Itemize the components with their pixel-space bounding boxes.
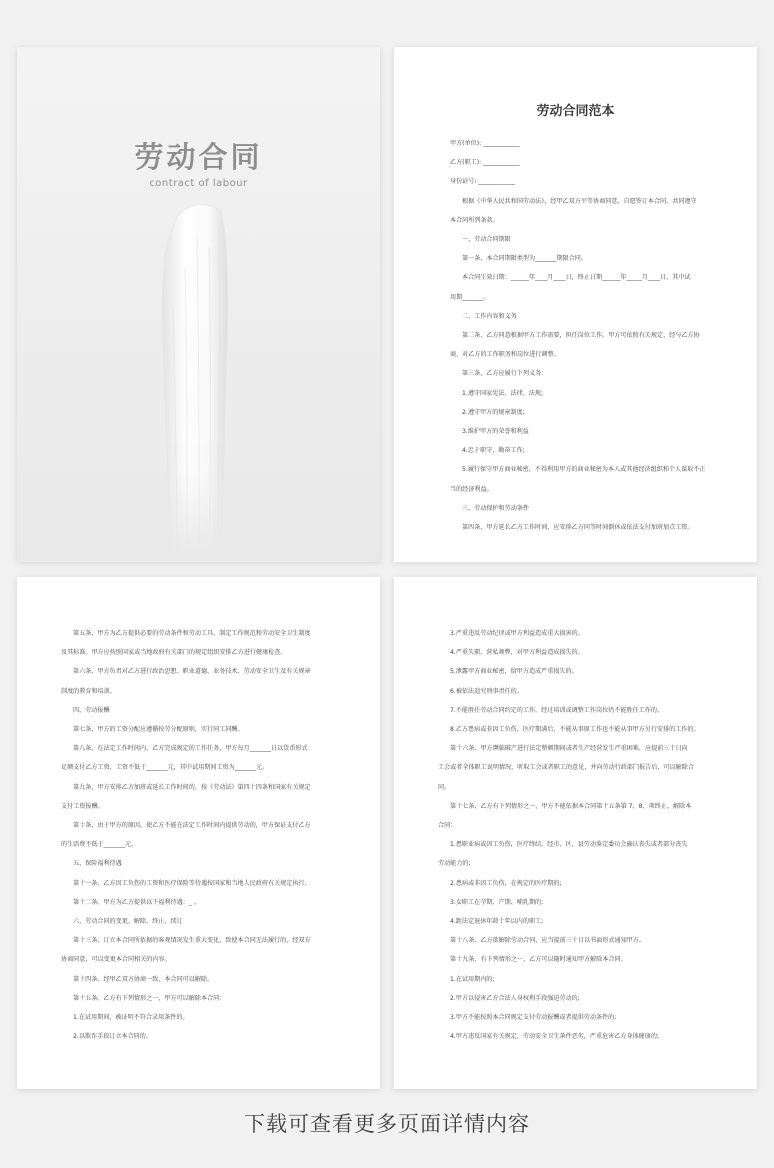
text-line: 第十二条、甲方为乙方提供以下福利待遇：_ 。 [73,898,200,906]
text-line: 三、劳动保护和劳动条件 [462,504,530,512]
text-line: 本合同所列条款。 [450,216,499,224]
text-line: 乙方(职工): ____________ [450,159,520,167]
text-line: 第十一条、乙方因工负伤的工资和医疗保险等待遇按国家和当地人民政府有关规定执行。 [73,879,311,887]
text-line: 本合同生效日期：______年____月____日，终止日期______年_____月____日，其中试 [462,274,691,282]
text-line: 根据《中华人民共和国劳动法》，经甲乙双方平等协商同意，自愿签订本合同，共同遵守 [462,197,697,205]
text-line: 四、劳动报酬 [73,706,110,714]
text-line: 制度的教育和培训。 [61,687,116,695]
text-line: 2.患病或非因工负伤，在规定的医疗期的; [450,879,562,887]
text-line: 3.严重违反劳动纪律或甲方利益造成重大损害的。 [450,630,584,637]
text-line: 第十九条、有下列情形之一，乙方可以随时通知甲方解除本合同。 [450,956,627,964]
text-line: 商，对乙方的工作职务和岗位进行调整。 [450,351,560,359]
cover-title: 劳动合同 [134,140,263,174]
text-line: 同。 [438,783,451,791]
text-line: 第十八条、乙方欲解除劳动合同，应当提前三十日以书面形式通知甲方。 [450,937,645,945]
text-line: 五、保险福利待遇 [73,860,122,868]
text-line: 1.患职业病或因工负伤，医疗终结，经市、区、县劳动鉴定委员会确认丧失或者部分丧失 [450,841,688,849]
cover-subtitle: contract of labour [149,178,248,189]
text-line: 第四条、甲方延长乙方工作时间，应安排乙方同等时间倒休或依法支付加班加点工资。 [462,524,694,532]
text-line: 协商同意，可以变更本合同相关的内容。 [61,956,171,964]
text-line: 4.甲方违反国家有关规定，劳动安全卫生条件恶劣，严重危害乙方身体健康的; [450,1033,659,1041]
text-line: 身份证号: ____________ [450,178,515,186]
text-line: 一、劳动合同期限 [462,236,511,244]
document-page-2 [17,577,380,1089]
cover-page [17,47,380,562]
paint-stroke-illustration [147,197,247,557]
text-line: 1.在试用期间，被证明不符合录用条件的。 [73,1014,189,1022]
text-line: 工会或者全体职工说明情况，听取工会或者职工的意见，并向劳动行政部门报告后，可以解除合 [438,764,694,772]
page-text-block [17,577,380,1046]
text-line: 合同： [438,822,457,830]
text-line: 的生活费不低于_______元。 [61,841,138,849]
text-line: 3.维护甲方的荣誉和利益 [462,428,529,436]
text-line: 六、劳动合同的变更、解除、终止、续订 [73,918,183,926]
text-line: 4.忠于职守，勤奋工作; [462,447,525,455]
text-line: 第八条、在法定工作时间内，乙方完成规定的工作任务，甲方每月_______日以货币形式 [73,745,308,753]
text-line: 1.遵守国家宪法、法律、法规; [462,389,543,397]
text-line: 第一条、本合同期限类型为_______期限合同。 [462,255,587,263]
text-line: 第六条、甲方负责对乙方进行政治思想、职业道德、业务技术、劳动安全卫生及有关规章 [73,668,311,676]
text-line: 及其标准。甲方应按照国家或当地政府有关部门的规定组织安排乙方进行健康检查。 [61,649,287,657]
text-line: 2.甲方以侵害乙方合法人身权利手段强迫劳动的; [450,994,580,1002]
text-line: 第九条、甲方安排乙方加班或延长工作时间的，按《劳动法》第四十四条和国家有关规定 [73,783,311,791]
page-text-block [394,577,757,1046]
text-line: 二、工作内容和义务 [462,312,517,320]
text-line: 7.不能胜任劳动合同约定的工作，经过培训或调整工作岗位仍不能胜任工作的。 [450,706,664,714]
document-page-1 [394,47,757,562]
text-line: 2.遵守甲方的规章制度; [462,408,525,416]
text-line: 足额支付乙方工资，工资不低于_______元，其中试用期间工资为_______元。 [61,764,269,772]
text-line: 第十四条、经甲乙双方协商一致，本合同可以解除。 [73,975,214,983]
document-title: 劳动合同范本 [536,104,615,119]
text-line: 3.甲方不能按照本合同规定支付劳动报酬或者提供劳动条件的; [450,1014,617,1022]
download-more-caption: 下载可查看更多页面详情内容 [244,1112,530,1136]
text-line: 第二条、乙方同意根据甲方工作需要，担任岗位工作。甲方可依照有关规定，经与乙方协 [462,332,700,340]
text-line: 8.乙方患病或非因工负伤，医疗期满后，不能从事原工作也不能从事甲方另行安排的工作的。 [450,726,700,734]
text-line: 第七条、甲方的工资分配应遵循按劳分配原则，实行同工同酬。 [73,726,244,734]
text-line: 2.以欺诈手段订立本合同的。 [73,1033,152,1041]
text-line: 第十七条、乙方有下列情形之一，甲方不能依据本合同第十五条第 7、8、项终止、解除本 [450,802,692,810]
text-line: 第十条、由于甲方的原因，使乙方不能在法定工作时间内提供劳动的，甲方保证支付乙方 [73,822,311,830]
text-line: 第十三条、订立本合同所依据的客观情况发生重大变化，致使本合同无法履行的，经双方 [73,937,311,945]
text-line: 5.履行保守甲方商业秘密，不得利用甲方的商业秘密为本人或其他经济组织和个人谋取不正 [462,466,705,474]
text-line: 当的经济利益。 [450,485,493,493]
text-line: 用期_______。 [450,293,490,301]
text-line: 劳动能力的; [438,860,471,868]
text-line: 第十五条、乙方有下列情形之一，甲方可以解除本合同： [73,994,226,1002]
text-line: 第十六条、甲方濒临破产进行法定整顿期间或者生产经营发生严重困难，应提前三十日向 [450,745,688,753]
document-page-3 [394,577,757,1089]
text-line: 4.严重失职，营私舞弊，对甲方利益造成损失的。 [450,649,584,657]
text-line: 6.被依法追究刑事责任的。 [450,687,523,695]
text-line: 1.在试用期内的; [450,975,495,983]
text-line: 5.泄露甲方商业秘密，给甲方造成严重损失的。 [450,668,578,676]
text-line: 3.女职工在孕期、产期、哺乳期的; [450,898,544,906]
text-line: 支付工资报酬。 [61,802,104,810]
text-line: 第三条、乙方应履行下列义务： [462,370,548,378]
page-text-block [394,134,757,537]
text-line: 甲方(单位): ____________ [450,140,520,147]
text-line: 第五条、甲方为乙方提供必要的劳动条件和劳动工具，制定工作规范和劳动安全卫生制度 [73,630,311,637]
text-line: 4.距法定退休年龄十年以内的职工; [450,918,544,926]
